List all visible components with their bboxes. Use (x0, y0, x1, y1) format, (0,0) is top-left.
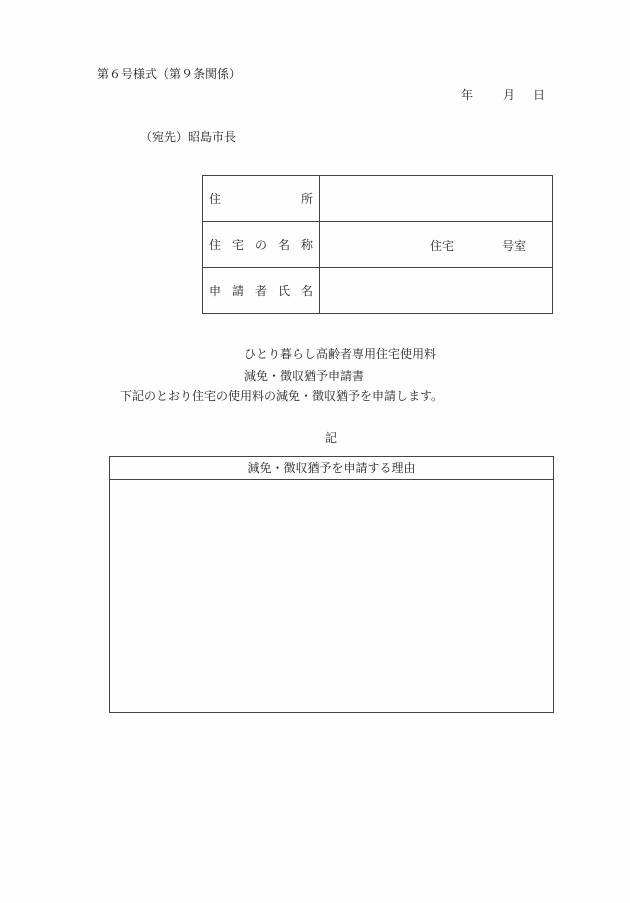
label-char: 所 (300, 192, 313, 206)
reason-field[interactable] (110, 480, 553, 712)
label-char: 名 (277, 238, 290, 252)
applicant-info-table (202, 175, 553, 314)
date-month-label: 月 (503, 88, 516, 102)
label-char: 申 (209, 284, 222, 298)
room-suffix-text: 号室 (502, 239, 527, 253)
applicant-name-label-cell (203, 268, 320, 314)
label-char: 請 (231, 284, 244, 298)
label-char: の (254, 238, 267, 252)
date-year-label: 年 (461, 88, 474, 102)
label-char: 氏 (277, 284, 290, 298)
label-char: 者 (254, 284, 267, 298)
table-row-applicant-name (203, 268, 553, 314)
date-line (461, 88, 545, 102)
ki-heading: 記 (325, 431, 338, 445)
address-label-cell (203, 176, 320, 222)
label-char: 名 (300, 284, 313, 298)
address-field[interactable] (320, 176, 553, 222)
housing-prefix-text: 住宅 (430, 239, 455, 253)
label-char: 住 (209, 192, 222, 206)
housing-name-field[interactable] (320, 222, 553, 268)
document-title-line1: ひとり暮らし高齢者専用住宅使用料 (244, 347, 437, 361)
form-number: 第６号様式（第９条関係） (97, 67, 242, 81)
document-title-line2: 減免・徴収猶予申請書 (244, 369, 365, 383)
reason-box (109, 456, 554, 713)
reason-header: 減免・徴収猶予を申請する理由 (110, 457, 553, 480)
addressee: （宛先）昭島市長 (140, 130, 237, 144)
label-char: 宅 (231, 238, 244, 252)
label-char: 称 (300, 238, 313, 252)
date-day-label: 日 (533, 88, 546, 102)
intro-statement: 下記のとおり住宅の使用料の減免・徴収猶予を申請します。 (120, 389, 444, 403)
table-row-address (203, 176, 553, 222)
housing-name-label-cell (203, 222, 320, 268)
label-char: 住 (209, 238, 222, 252)
table-row-housing-name (203, 222, 553, 268)
applicant-name-field[interactable] (320, 268, 553, 314)
